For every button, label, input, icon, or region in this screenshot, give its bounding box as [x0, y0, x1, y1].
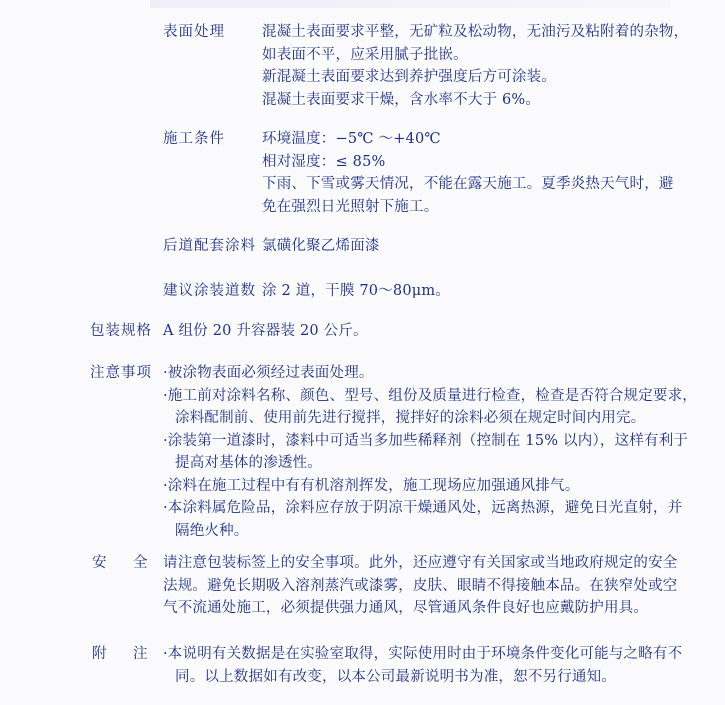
conditions-line-2: 相对湿度：≤ 85%	[262, 153, 386, 170]
surface-line-4: 混凝土表面要求干燥，含水率不大于 6%。	[262, 91, 541, 108]
notes-line-3: 涂料配制前、使用前先进行搅拌，搅拌好的涂料必须在规定时间内用完。	[175, 410, 646, 426]
label-construction-conditions: 施工条件	[163, 131, 225, 147]
notes-line-1: ·被涂物表面必须经过表面处理。	[163, 365, 374, 381]
conditions-line-4: 免在强烈日光照射下施工。	[262, 198, 439, 215]
label-notes: 注意事项	[90, 365, 152, 381]
construction-conditions-text	[262, 128, 674, 218]
notes-line-4: ·涂装第一道漆时，漆料中可适当多加些稀释剂（控制在 15% 以内），这样有利于	[163, 432, 689, 449]
notes-line-8: 隔绝火种。	[175, 522, 249, 539]
remarks-line-2: 同。以上数据如有改变，以本公司最新说明书为准，恕不另行通知。	[175, 668, 616, 685]
remarks-text	[163, 643, 682, 688]
remarks-line-1: ·本说明有关数据是在实验室取得，实际使用时由于环境条件变化可能与之略有不	[163, 646, 683, 662]
surface-treatment-text	[262, 21, 688, 111]
label-remarks-a: 附	[92, 646, 108, 662]
label-remarks-b: 注	[133, 646, 149, 662]
label-coats: 建议涂装道数	[163, 283, 256, 299]
packaging-value: A 组份 20 升容器装 20 公斤。	[163, 323, 368, 339]
label-safety-a: 安	[92, 555, 108, 571]
bleed-through-shadow	[150, 0, 670, 8]
safety-line-3: 气不流通处施工，必须提供强力通风，尽管通风条件良好也应戴防护用具。	[163, 600, 649, 616]
conditions-line-3: 下雨、下雪或雾天情况，不能在露天施工。夏季炎热天气时，避	[262, 176, 674, 192]
safety-line-1: 请注意包装标签上的安全事项。此外，还应遵守有关国家或当地政府规定的安全	[163, 555, 678, 571]
notes-line-2: ·施工前对涂料名称、颜色、型号、组份及质量进行检查，检查是否符合规定要求，	[163, 387, 698, 404]
surface-line-3: 新混凝土表面要求达到养护强度后方可涂装。	[262, 69, 556, 85]
coats-value: 涂 2 道，干膜 70～80μm。	[262, 283, 451, 299]
notes-text	[163, 362, 697, 542]
notes-line-5: 提高对基体的渗透性。	[175, 455, 322, 471]
notes-line-7: ·本涂料属危险品，涂料应存放于阴凉干燥通风处，远离热源，避免日光直射，并	[163, 500, 683, 516]
conditions-line-1: 环境温度：−5℃ ～+40℃	[262, 131, 441, 147]
label-surface-treatment: 表面处理	[163, 24, 225, 40]
topcoat-value: 氯磺化聚乙烯面漆	[262, 238, 380, 254]
label-packaging: 包装规格	[90, 323, 152, 339]
label-safety-b: 全	[133, 555, 149, 571]
surface-line-2: 如表面不平，应采用腻子批嵌。	[262, 46, 468, 63]
safety-text	[163, 552, 678, 620]
surface-line-1: 混凝土表面要求平整，无矿粒及松动物，无油污及粘附着的杂物，	[262, 24, 689, 40]
label-topcoat: 后道配套涂料	[163, 238, 256, 254]
notes-line-6: ·涂料在施工过程中有有机溶剂挥发，施工现场应加强通风排气。	[163, 477, 580, 494]
safety-line-2: 法规。避免长期吸入溶剂蒸汽或漆雾，皮肤、眼睛不得接触本品。在狭窄处或空	[163, 577, 678, 594]
